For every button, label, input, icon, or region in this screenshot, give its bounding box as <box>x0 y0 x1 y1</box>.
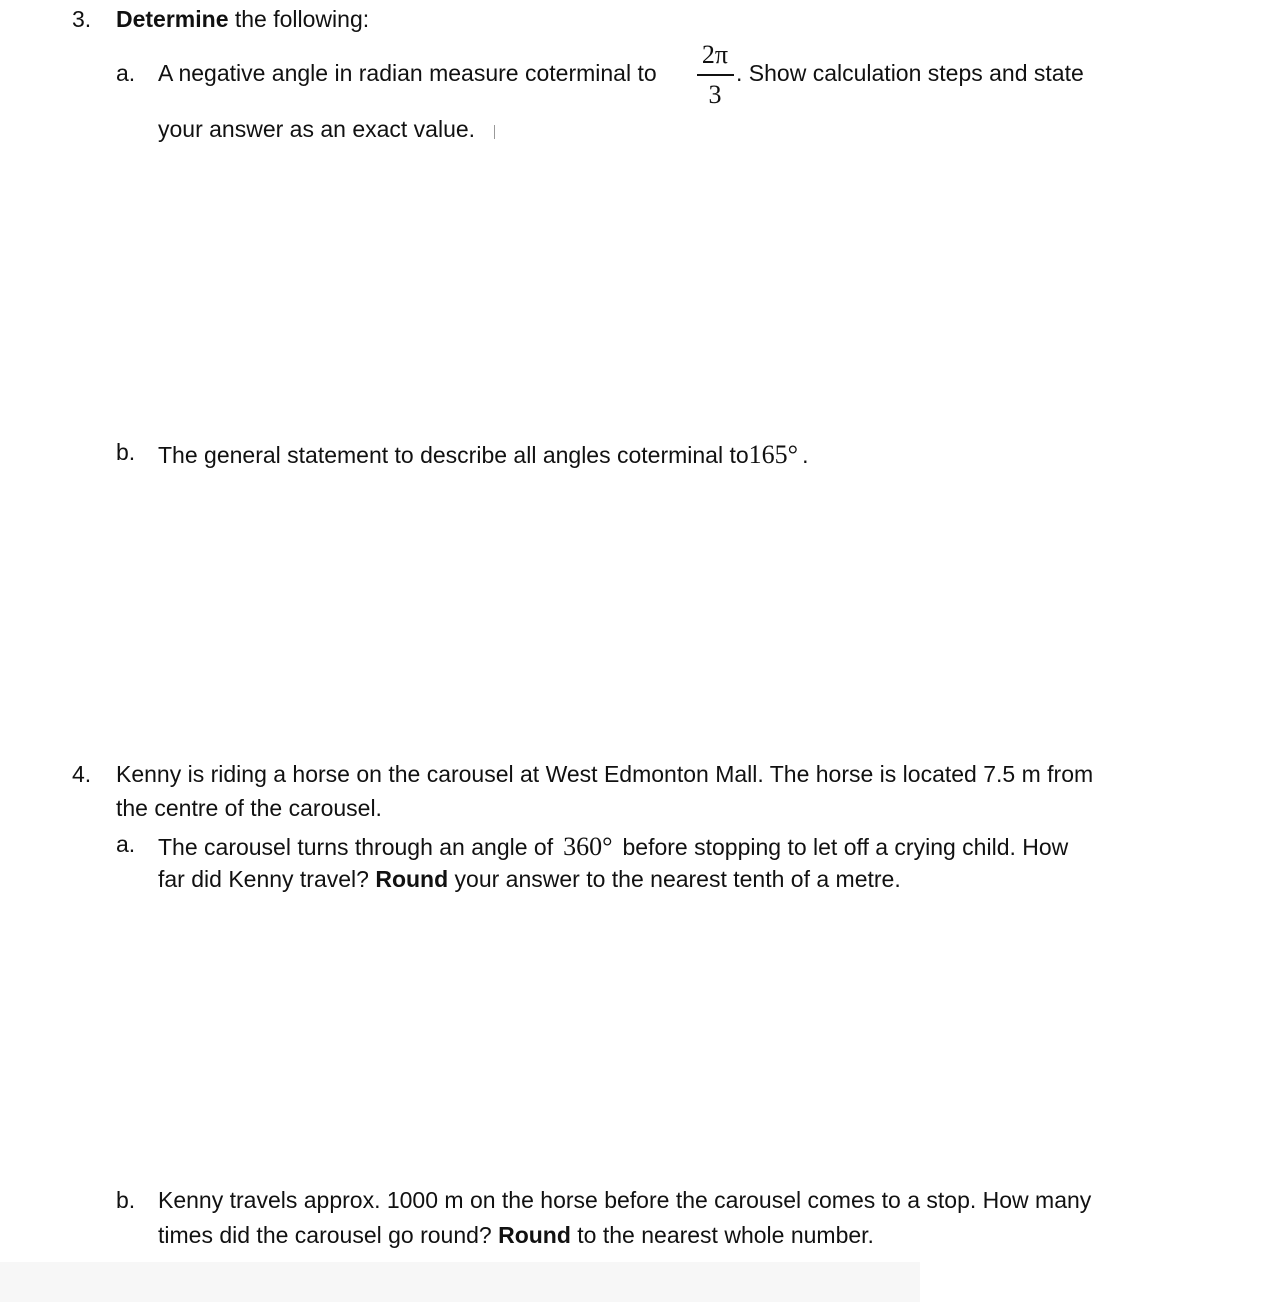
q4a-angle: 360° <box>563 832 613 861</box>
q3b-marker: b. <box>116 439 136 465</box>
q4-line2: the centre of the carousel. <box>116 795 382 821</box>
q3a-fraction-bar <box>697 74 734 76</box>
q3-heading-rest: the following: <box>228 6 370 32</box>
q3a-fraction-numerator: 2π <box>701 40 729 69</box>
q3a-line2: your answer as an exact value. <box>158 116 476 142</box>
q3-heading <box>116 6 369 34</box>
q3a-text-before: A negative angle in radian measure coterminal to <box>158 60 657 86</box>
q4a-line2 <box>158 866 901 894</box>
q4b-line1: Kenny travels approx. 1000 m on the horse before the carousel comes to a stop. How many <box>158 1187 1092 1213</box>
q4a-text-after: before stopping to let off a crying child. How <box>622 834 1069 860</box>
q3b-text <box>158 439 808 470</box>
q3-number: 3. <box>72 6 92 32</box>
q3b-end: . <box>802 442 809 468</box>
q4b-line2 <box>158 1222 874 1250</box>
q4b-marker: b. <box>116 1187 136 1213</box>
q4a-text-before: The carousel turns through an angle of <box>158 834 554 860</box>
text-cursor <box>494 125 495 139</box>
q4a-line2-bold: Round <box>375 866 449 892</box>
q4b-line2-before: times did the carousel go round? <box>158 1222 499 1248</box>
q3a-marker: a. <box>116 60 136 86</box>
q3-heading-bold: Determine <box>116 6 229 32</box>
q3b-text-main: The general statement to describe all angles coterminal to <box>158 442 749 468</box>
q4a-line2-before: far did Kenny travel? <box>158 866 376 892</box>
q4a-line1 <box>158 831 1068 862</box>
q4a-marker: a. <box>116 831 136 857</box>
page-bottom-band <box>0 1262 920 1302</box>
q3a-fraction-denominator: 3 <box>708 80 722 109</box>
q4-line1: Kenny is riding a horse on the carousel at West Edmonton Mall. The horse is located 7.5 m from <box>116 761 1094 787</box>
q4a-line2-after: your answer to the nearest tenth of a metre. <box>448 866 901 892</box>
q3a-text-after: . Show calculation steps and state <box>736 60 1084 86</box>
q4b-line2-after: to the nearest whole number. <box>570 1222 874 1248</box>
q3b-angle: 165° <box>748 440 799 469</box>
q4-number: 4. <box>72 761 92 787</box>
q4b-line2-bold: Round <box>498 1222 571 1248</box>
